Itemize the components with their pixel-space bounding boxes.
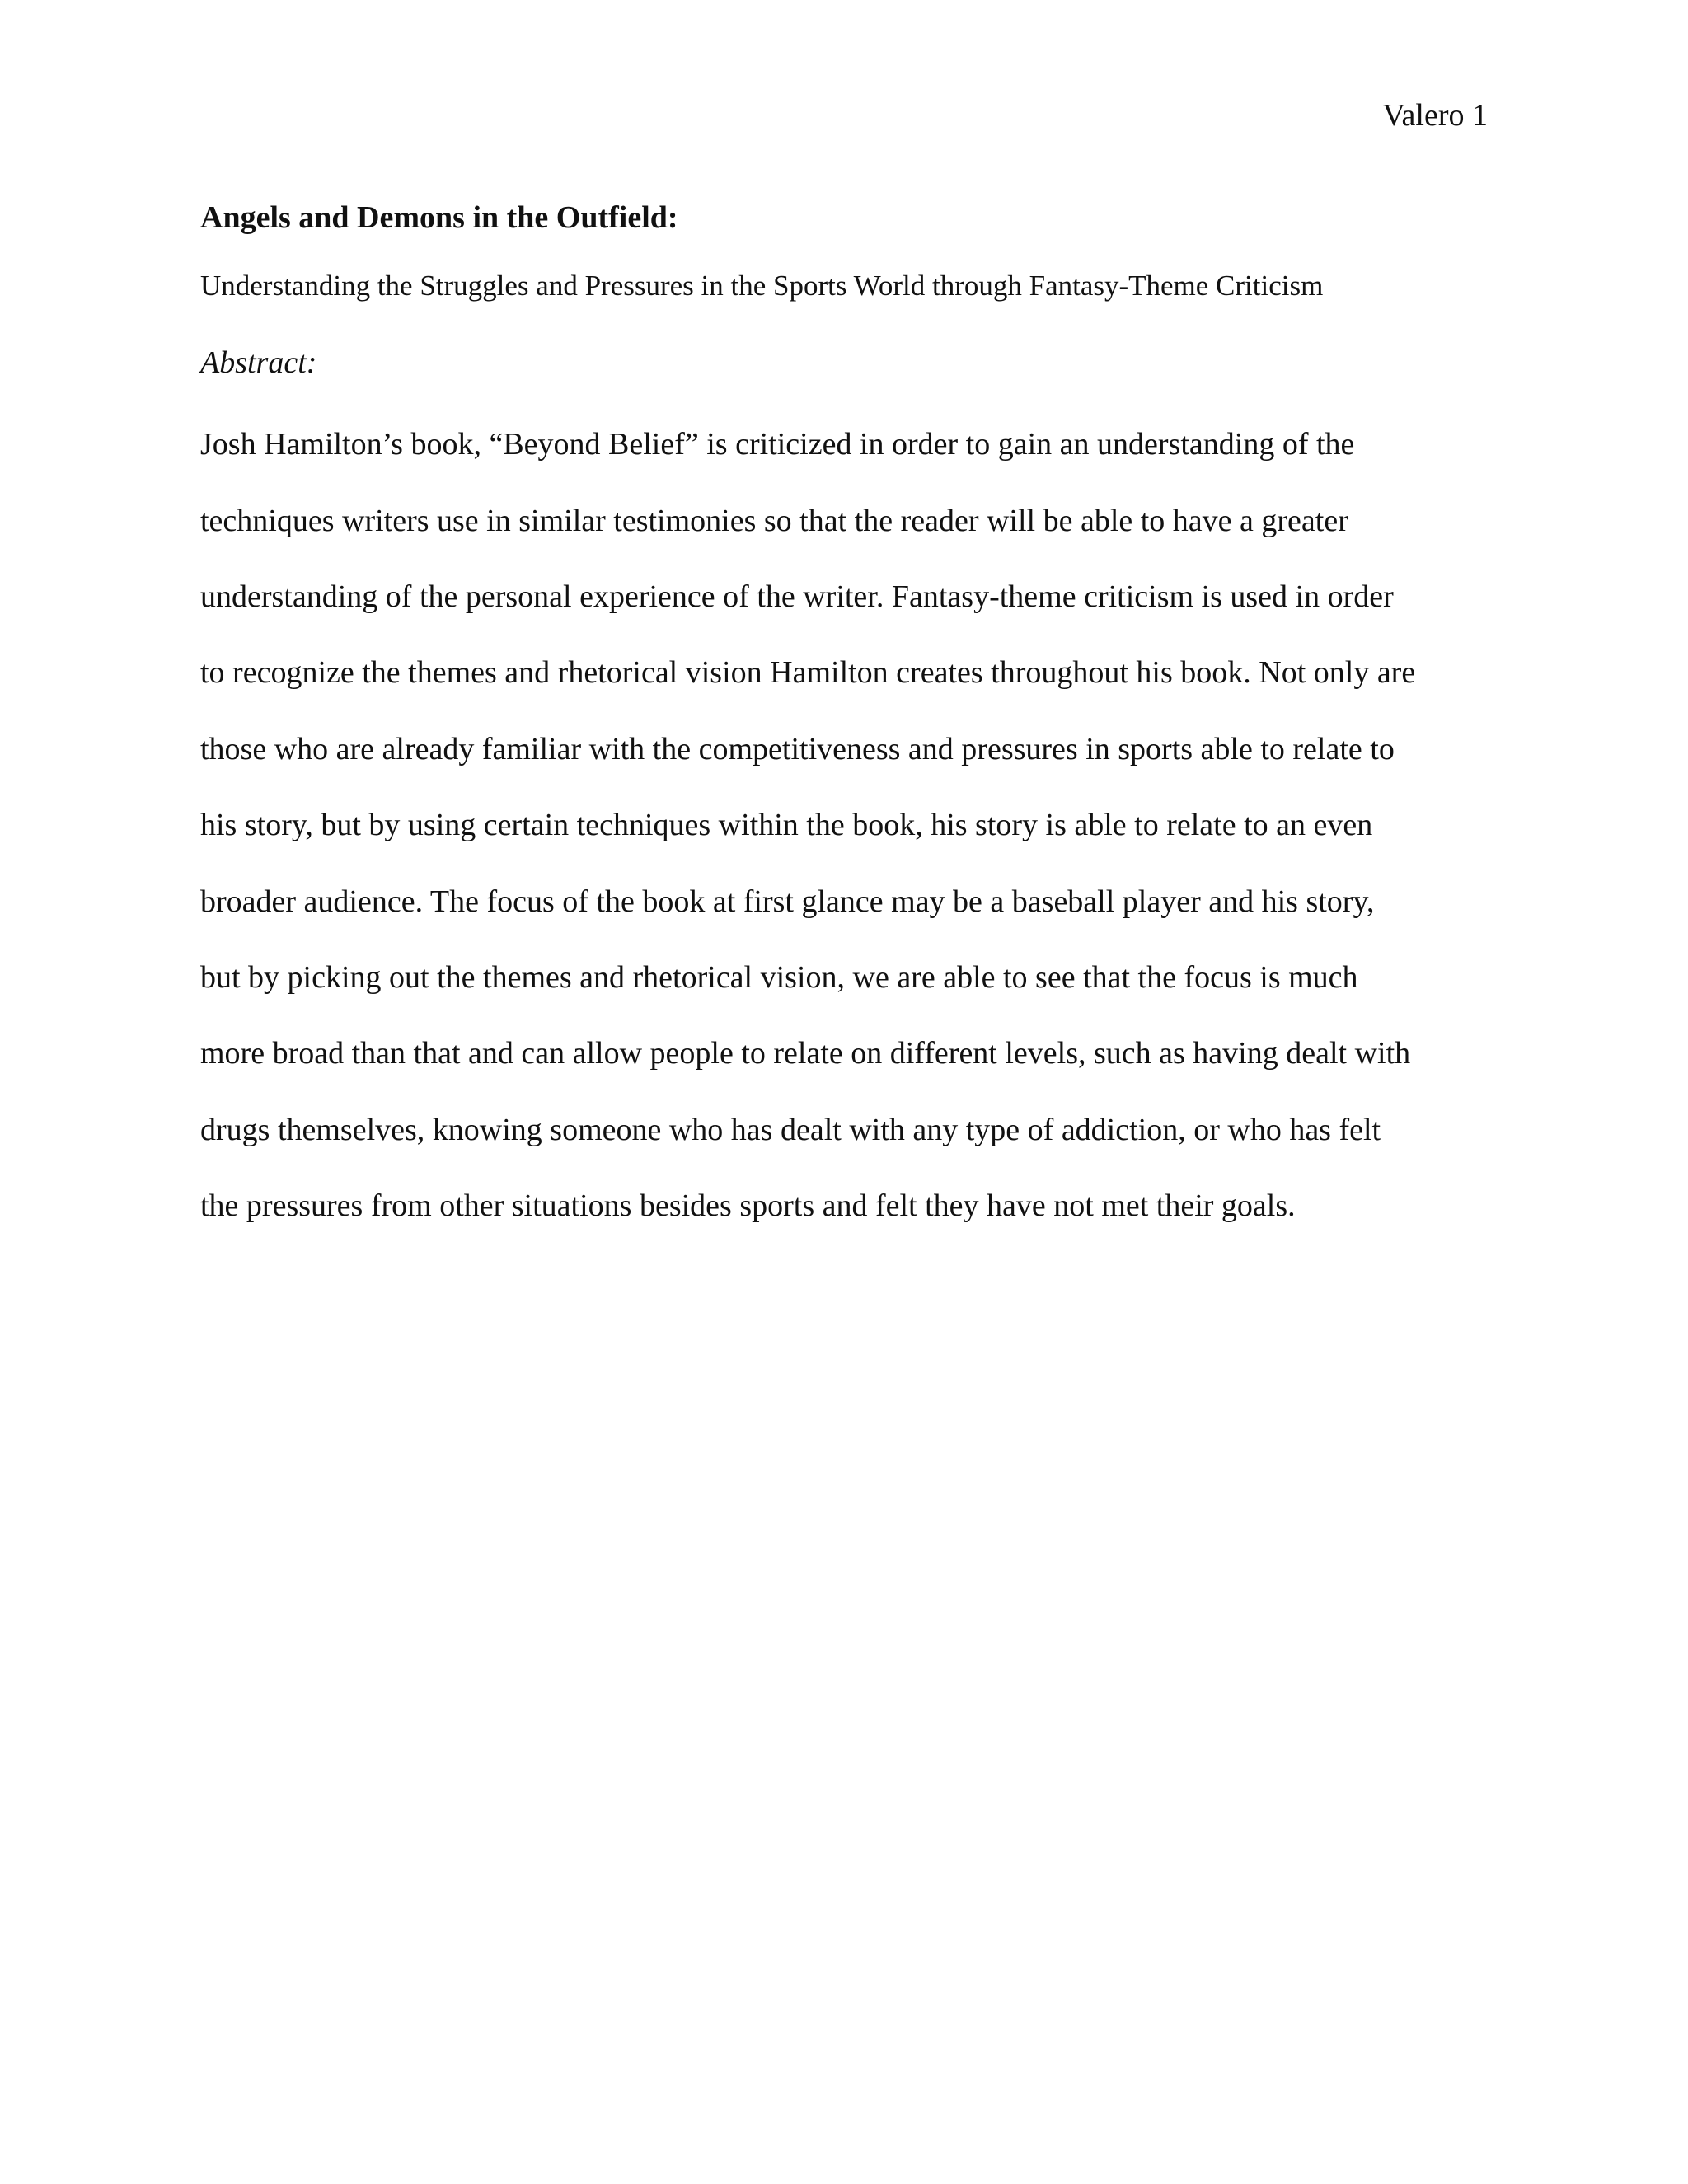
paper-subtitle: Understanding the Struggles and Pressures in the Sports World through Fantasy-Theme Criticism xyxy=(200,269,1324,302)
running-head: Valero 1 xyxy=(1382,98,1488,133)
abstract-line: those who are already familiar with the competitiveness and pressures in sports able to relate to xyxy=(200,731,1395,766)
abstract-line: his story, but by using certain techniques within the book, his story is able to relate to an even xyxy=(200,808,1373,843)
abstract-line: more broad than that and can allow people to relate on different levels, such as having dealt with xyxy=(200,1036,1411,1071)
abstract-line: broader audience. The focus of the book at first glance may be a baseball player and his story, xyxy=(200,883,1375,919)
abstract-line: Josh Hamilton’s book, “Beyond Belief” is criticized in order to gain an understanding of the xyxy=(200,427,1355,462)
abstract-line: understanding of the personal experience of the writer. Fantasy-theme criticism is used in order xyxy=(200,579,1394,614)
abstract-line: but by picking out the themes and rhetorical vision, we are able to see that the focus is much xyxy=(200,960,1358,996)
abstract-body xyxy=(200,406,1503,1244)
abstract-line: to recognize the themes and rhetorical vision Hamilton creates throughout his book. Not only are xyxy=(200,655,1416,691)
abstract-line: the pressures from other situations besides sports and felt they have not met their goals. xyxy=(200,1188,1296,1224)
abstract-line: techniques writers use in similar testimonies so that the reader will be able to have a greater xyxy=(200,503,1348,538)
paper-title: Angels and Demons in the Outfield: xyxy=(200,200,678,235)
page-content xyxy=(200,199,1503,1244)
abstract-heading: Abstract: xyxy=(200,344,317,380)
abstract-line: drugs themselves, knowing someone who has dealt with any type of addiction, or who has felt xyxy=(200,1112,1381,1147)
